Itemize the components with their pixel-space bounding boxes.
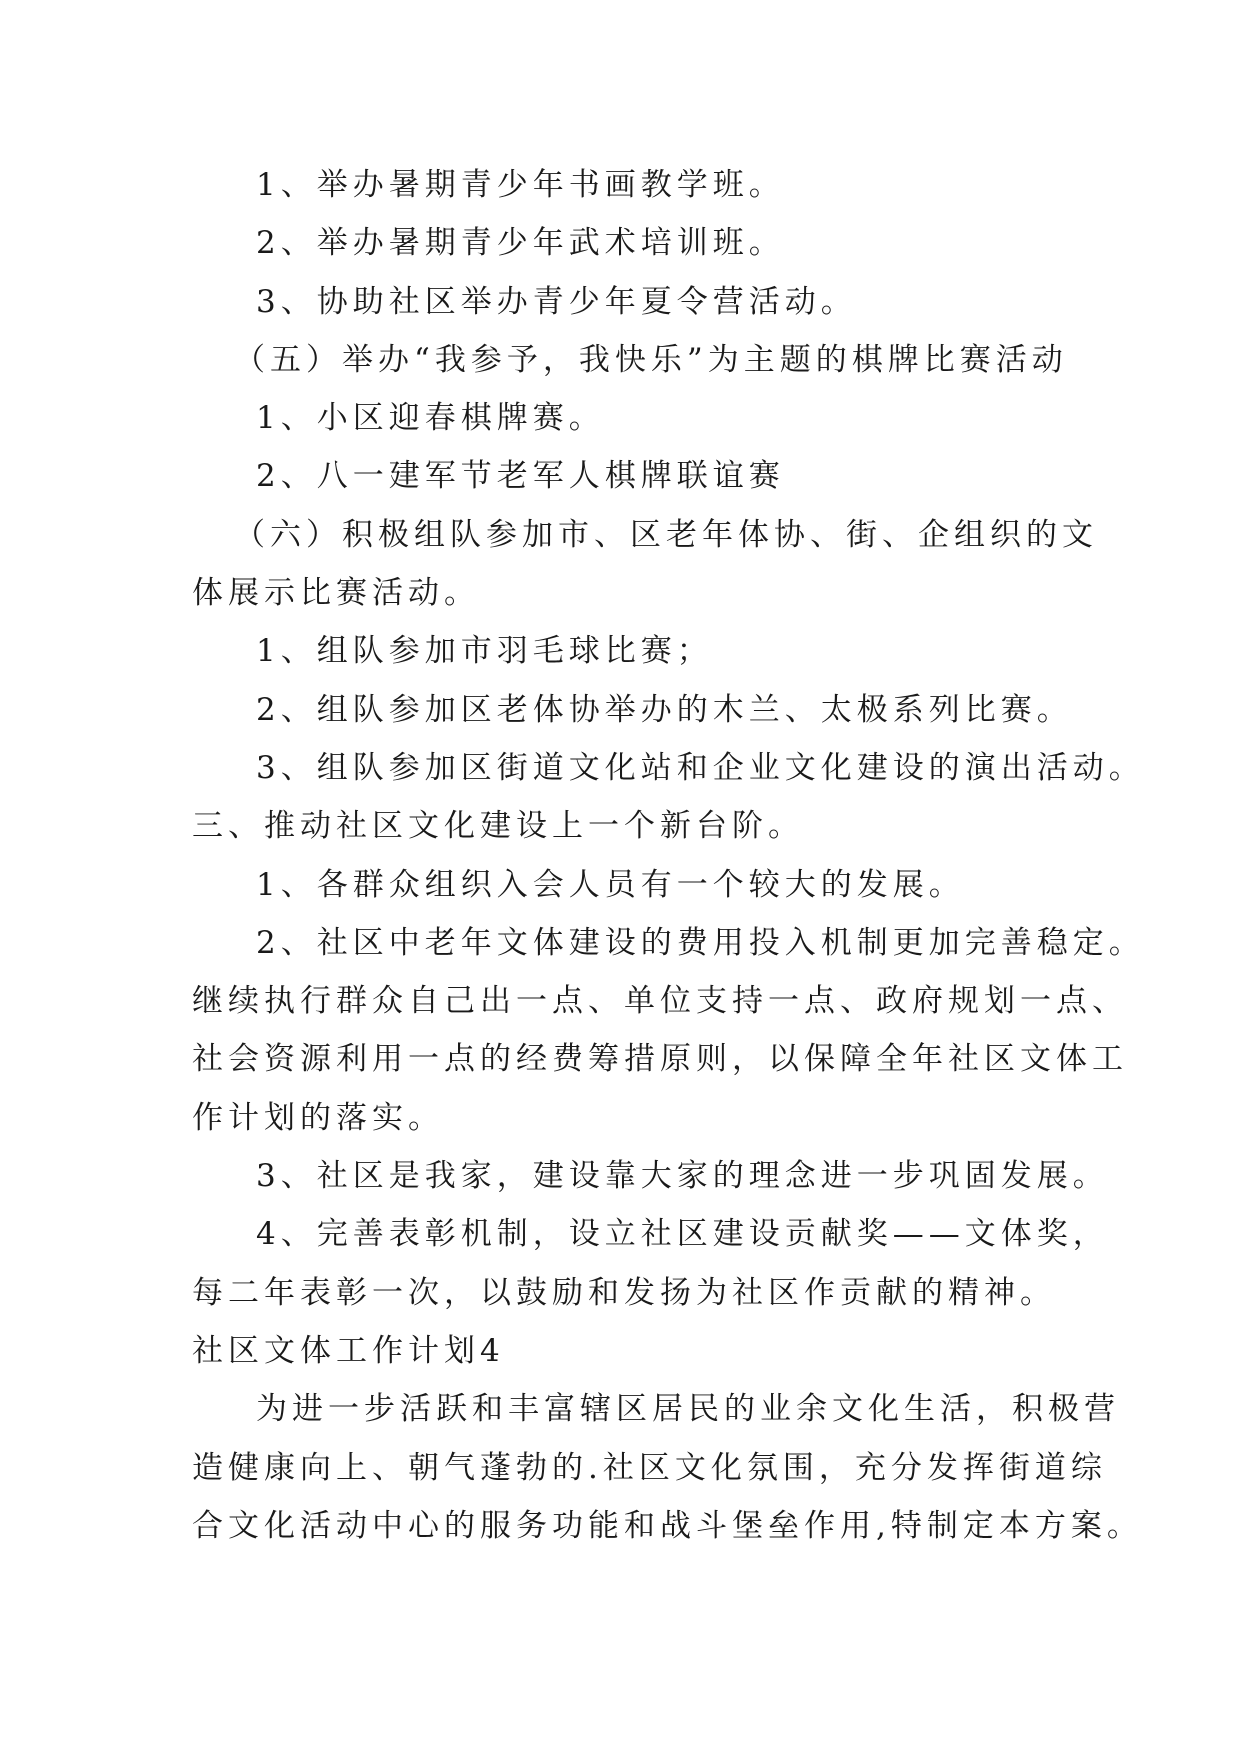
paragraph-line: 2、社区中老年文体建设的费用投入机制更加完善稳定。 — [256, 924, 1145, 961]
document-body — [192, 156, 1145, 1555]
paragraph-line: 造健康向上、朝气蓬勃的.社区文化氛围，充分发挥街道综 — [192, 1449, 1107, 1486]
paragraph-line: 作计划的落实。 — [192, 1099, 444, 1136]
paragraph-line: 继续执行群众自己出一点、单位支持一点、政府规划一点、 — [192, 983, 1128, 1020]
section-title: 社区文体工作计划4 — [192, 1332, 505, 1369]
paragraph-line: 1、各群众组织入会人员有一个较大的发展。 — [256, 866, 965, 903]
paragraph-line: 2、组队参加区老体协举办的木兰、太极系列比赛。 — [256, 691, 1073, 728]
paragraph-line: 体展示比赛活动。 — [192, 575, 480, 612]
paragraph-line: 2、八一建军节老军人棋牌联谊赛 — [256, 458, 785, 495]
paragraph-line: 3、协助社区举办青少年夏令营活动。 — [256, 283, 857, 320]
paragraph-line: 1、举办暑期青少年书画教学班。 — [256, 167, 785, 203]
paragraph-line: 4、完善表彰机制，设立社区建设贡献奖——文体奖， — [256, 1216, 1109, 1253]
paragraph-line: 每二年表彰一次，以鼓励和发扬为社区作贡献的精神。 — [192, 1274, 1056, 1311]
paragraph-line: 1、小区迎春棋牌赛。 — [256, 400, 605, 437]
paragraph-line: 为进一步活跃和丰富辖区居民的业余文化生活，积极营 — [256, 1391, 1120, 1428]
paragraph-line: 3、组队参加区街道文化站和企业文化建设的演出活动。 — [256, 749, 1145, 786]
paragraph-line: 3、社区是我家，建设靠大家的理念进一步巩固发展。 — [256, 1158, 1109, 1195]
paragraph-line: 合文化活动中心的服务功能和战斗堡垒作用,特制定本方案。 — [192, 1507, 1143, 1544]
section-heading: （五）举办“我参予，我快乐”为主题的棋牌比赛活动 — [234, 341, 1068, 378]
section-heading: （六）积极组队参加市、区老年体协、街、企组织的文 — [234, 516, 1098, 553]
paragraph-line: 社会资源利用一点的经费筹措原则，以保障全年社区文体工 — [192, 1041, 1128, 1078]
paragraph-line: 2、举办暑期青少年武术培训班。 — [256, 225, 785, 262]
paragraph-line: 1、组队参加市羽毛球比赛； — [256, 633, 713, 670]
section-heading: 三、推动社区文化建设上一个新台阶。 — [192, 808, 804, 845]
